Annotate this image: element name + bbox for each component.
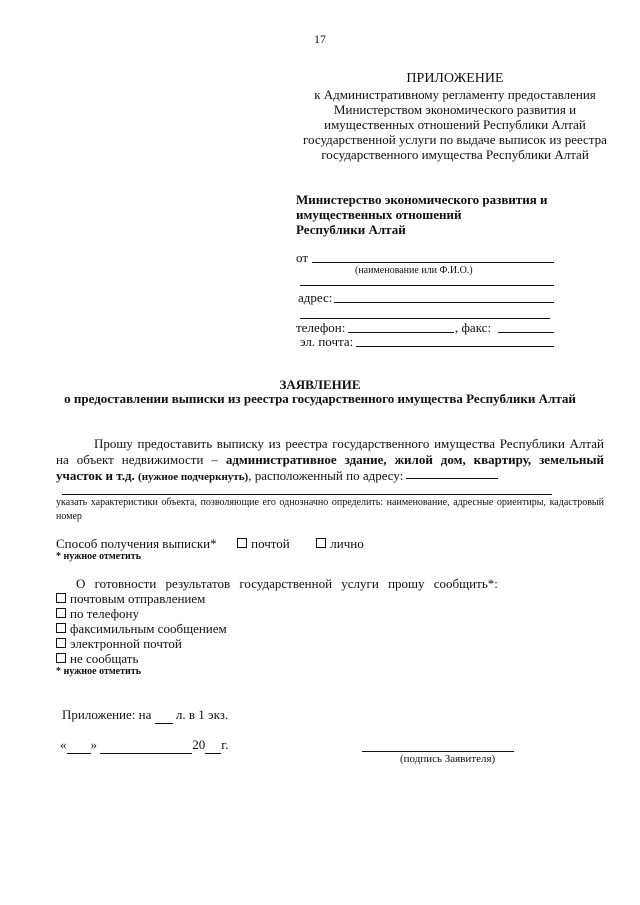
phone-field[interactable] (348, 332, 454, 333)
attachment-prefix: Приложение: на (62, 707, 152, 722)
signature-field[interactable] (362, 751, 514, 752)
appendix-line: к Административному регламенту предоставления (314, 87, 596, 102)
request-paragraph (56, 436, 604, 485)
addressee-line: имущественных отношений (296, 207, 462, 222)
fax-label: , факс: (455, 320, 492, 335)
checkbox-icon[interactable] (56, 653, 66, 663)
appendix-line: государственного имущества Республики Алтай (321, 147, 589, 162)
readiness-label: О готовности результатов государственной услуги прошу сообщить*: (76, 576, 498, 591)
date-close-quote: » (90, 737, 97, 752)
object-types: административное здание, жилой дом, квартиру, земельный участок и т.д. (56, 452, 605, 483)
delivery-note: * нужное отметить (56, 551, 141, 562)
date-year-field[interactable] (205, 737, 221, 754)
appendix-line: Министерством экономического развития и (333, 102, 577, 117)
checkbox-in-person[interactable] (316, 538, 326, 548)
checkbox-icon[interactable] (56, 593, 66, 603)
request-text-end: , расположенный по адресу: (248, 468, 404, 483)
email-field[interactable] (356, 346, 554, 347)
delivery-option-post: почтой (251, 536, 290, 551)
readiness-option[interactable] (56, 621, 227, 637)
address-label: адрес: (298, 290, 333, 305)
appendix-line: имущественных отношений Республики Алтай (324, 117, 586, 132)
addressee-line: Министерство экономического развития и (296, 192, 548, 207)
attachment-suffix: л. в 1 экз. (175, 707, 229, 722)
readiness-option-label: электронной почтой (70, 636, 182, 651)
addressee-line: Республики Алтай (296, 222, 406, 237)
date-row (60, 737, 228, 754)
date-year-prefix: 20 (192, 737, 206, 752)
statement-title: ЗАЯВЛЕНИЕ (279, 377, 361, 392)
object-description-field[interactable] (62, 494, 552, 495)
readiness-option[interactable] (56, 606, 139, 622)
checkbox-post[interactable] (237, 538, 247, 548)
appendix-body (275, 87, 635, 162)
phone-label: телефон: (296, 320, 346, 335)
attachment-pages-field[interactable] (155, 707, 173, 724)
from-label: от (296, 250, 309, 265)
readiness-option-label: почтовым отправлением (70, 591, 206, 606)
appendix-heading: ПРИЛОЖЕНИЕ (406, 71, 504, 86)
checkbox-icon[interactable] (56, 608, 66, 618)
readiness-option[interactable] (56, 651, 138, 667)
request-text: Прошу предоставить выписку из реестра государственного имущества Республики Алтай на объект недвижимости – (56, 436, 604, 467)
date-year-suffix: г. (221, 737, 229, 752)
delivery-method-row (56, 536, 364, 552)
readiness-option[interactable] (56, 591, 205, 607)
attachment-row (62, 707, 228, 724)
readiness-option-label: не сообщать (70, 651, 139, 666)
name-hint: (наименование или Ф.И.О.) (355, 265, 473, 276)
page-number: 17 (314, 32, 326, 46)
checkbox-icon[interactable] (56, 638, 66, 648)
date-month-field[interactable] (100, 737, 192, 754)
from-field[interactable] (312, 262, 554, 263)
readiness-note: * нужное отметить (56, 666, 141, 677)
statement-subtitle: о предоставлении выписки из реестра государственного имущества Республики Алтай (64, 391, 576, 406)
readiness-option[interactable] (56, 636, 182, 652)
date-day-field[interactable] (67, 737, 91, 754)
addressee-block (296, 192, 548, 237)
address-field[interactable] (334, 302, 554, 303)
object-address-field[interactable] (406, 478, 498, 479)
object-hint: указать характеристики объекта, позволяющие его однозначно определить: наименование, адресные ориентиры, кадастровый номер (56, 497, 604, 522)
readiness-option-label: по телефону (70, 606, 139, 621)
email-label: эл. почта: (300, 334, 354, 349)
appendix-line: государственной услуги по выдаче выписок из реестра (303, 132, 607, 147)
delivery-option-in-person: лично (330, 536, 364, 551)
signature-hint: (подпись Заявителя) (400, 753, 496, 765)
readiness-option-label: факсимильным сообщением (70, 621, 227, 636)
address-field-2[interactable] (300, 318, 550, 319)
date-open-quote: « (60, 737, 67, 752)
fax-field[interactable] (498, 332, 554, 333)
underline-note: (нужное подчеркнуть) (138, 471, 249, 483)
checkbox-icon[interactable] (56, 623, 66, 633)
delivery-label: Способ получения выписки* (56, 536, 217, 551)
name-field-2[interactable] (300, 285, 554, 286)
